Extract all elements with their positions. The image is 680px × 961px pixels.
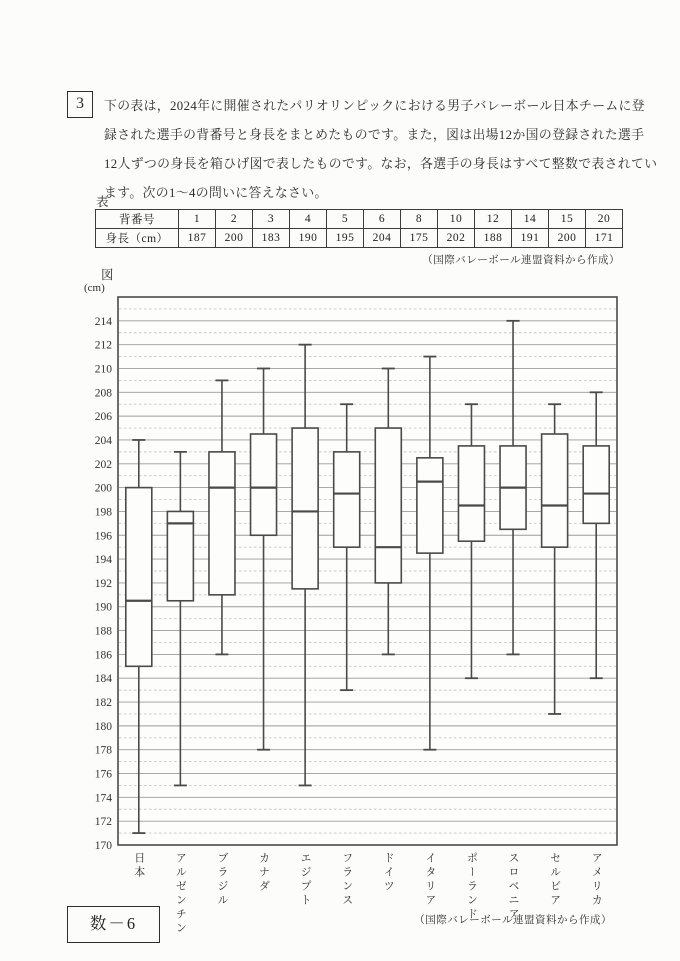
iqr-box xyxy=(583,446,609,523)
country-label-usa: アメリカ xyxy=(590,852,603,908)
y-tick-label-204: 204 xyxy=(94,434,112,447)
y-tick-label-186: 186 xyxy=(94,649,112,662)
y-tick-label-212: 212 xyxy=(94,339,112,352)
y-tick-label-184: 184 xyxy=(94,673,112,686)
problem-text-line-1: 下の表は，2024年に開催されたパリオリンピックにおける男子バレーボール日本チームに登 xyxy=(104,99,645,113)
table-row-header: 背番号 xyxy=(96,210,179,229)
table-cell: 191 xyxy=(512,229,549,248)
table-cell: 171 xyxy=(586,229,623,248)
table-cell: 6 xyxy=(364,210,401,229)
table-cell: 188 xyxy=(475,229,512,248)
iqr-box xyxy=(542,434,568,547)
table-cell: 204 xyxy=(364,229,401,248)
y-tick-label-172: 172 xyxy=(94,816,112,829)
table-cell: 8 xyxy=(401,210,438,229)
table-cell: 200 xyxy=(216,229,253,248)
country-label-serbia: セルビア xyxy=(548,852,561,908)
y-tick-label-200: 200 xyxy=(94,482,112,495)
table-cell: 14 xyxy=(512,210,549,229)
table-source-note: （国際バレーボール連盟資料から作成） xyxy=(422,255,620,266)
y-tick-label-206: 206 xyxy=(94,411,112,424)
table-label: 表 xyxy=(96,195,109,209)
iqr-box xyxy=(251,434,277,535)
country-label-brazil: ブラジル xyxy=(215,852,228,908)
country-label-poland: ポーランド xyxy=(465,852,478,922)
table-cell: 5 xyxy=(327,210,364,229)
iqr-box xyxy=(167,511,193,600)
country-label-canada: カナダ xyxy=(257,852,270,894)
y-tick-label-178: 178 xyxy=(94,744,112,757)
iqr-box xyxy=(126,488,152,667)
y-tick-label-196: 196 xyxy=(94,530,112,543)
y-tick-label-190: 190 xyxy=(94,601,112,614)
table-cell: 190 xyxy=(290,229,327,248)
iqr-box xyxy=(458,446,484,541)
y-tick-label-198: 198 xyxy=(94,506,112,519)
country-label-slovenia: スロベニア xyxy=(507,852,520,922)
country-label-germany: ドイツ xyxy=(382,852,395,894)
table-cell: 1 xyxy=(179,210,216,229)
y-tick-label-214: 214 xyxy=(94,315,112,328)
y-tick-label-188: 188 xyxy=(94,625,112,638)
y-tick-label-192: 192 xyxy=(94,577,112,590)
figure-label: 図 xyxy=(101,268,114,282)
country-label-argentina: アルゼンチン xyxy=(174,852,187,936)
table-cell: 183 xyxy=(253,229,290,248)
y-tick-label-180: 180 xyxy=(94,720,112,733)
country-label-france: フランス xyxy=(340,852,353,908)
y-tick-label-210: 210 xyxy=(94,363,112,376)
iqr-box xyxy=(375,428,401,583)
table-cell: 3 xyxy=(253,210,290,229)
iqr-box xyxy=(334,452,360,547)
table-cell: 195 xyxy=(327,229,364,248)
table-cell: 200 xyxy=(549,229,586,248)
y-tick-label-208: 208 xyxy=(94,387,112,400)
table-cell: 20 xyxy=(586,210,623,229)
country-label-italy: イタリア xyxy=(423,852,436,908)
y-tick-label-182: 182 xyxy=(94,697,112,710)
table-cell: 187 xyxy=(179,229,216,248)
table-cell: 10 xyxy=(438,210,475,229)
table-cell: 2 xyxy=(216,210,253,229)
iqr-box xyxy=(417,458,443,553)
table-cell: 202 xyxy=(438,229,475,248)
y-axis-unit-label: (cm) xyxy=(84,282,105,294)
table-cell: 15 xyxy=(549,210,586,229)
y-tick-label-194: 194 xyxy=(94,554,112,567)
iqr-box xyxy=(292,428,318,589)
y-tick-label-174: 174 xyxy=(94,792,112,805)
figure-source-note: （国際バレーボール連盟資料から作成） xyxy=(414,915,612,926)
problem-text-line-2: 録された選手の背番号と身長をまとめたものです。また，図は出場12か国の登録された選手 xyxy=(104,128,645,142)
table-cell: 175 xyxy=(401,229,438,248)
country-label-japan: 日本 xyxy=(132,852,145,880)
problem-text-line-4: ます。次の1～4の問いに答えなさい。 xyxy=(104,186,328,200)
problem-number: 3 xyxy=(76,95,84,112)
y-tick-label-170: 170 xyxy=(94,840,112,852)
y-tick-label-176: 176 xyxy=(94,768,112,781)
table-cell: 4 xyxy=(290,210,327,229)
table-row-header: 身長（cm） xyxy=(96,229,179,248)
country-label-egypt: エジプト xyxy=(299,852,312,908)
y-tick-label-202: 202 xyxy=(94,458,112,471)
table-cell: 12 xyxy=(475,210,512,229)
problem-text-line-3: 12人ずつの身長を箱ひげ図で表したものです。なお，各選手の身長はすべて整数で表されてい xyxy=(104,157,658,171)
iqr-box xyxy=(209,452,235,595)
page-number: 数－6 xyxy=(89,914,138,933)
